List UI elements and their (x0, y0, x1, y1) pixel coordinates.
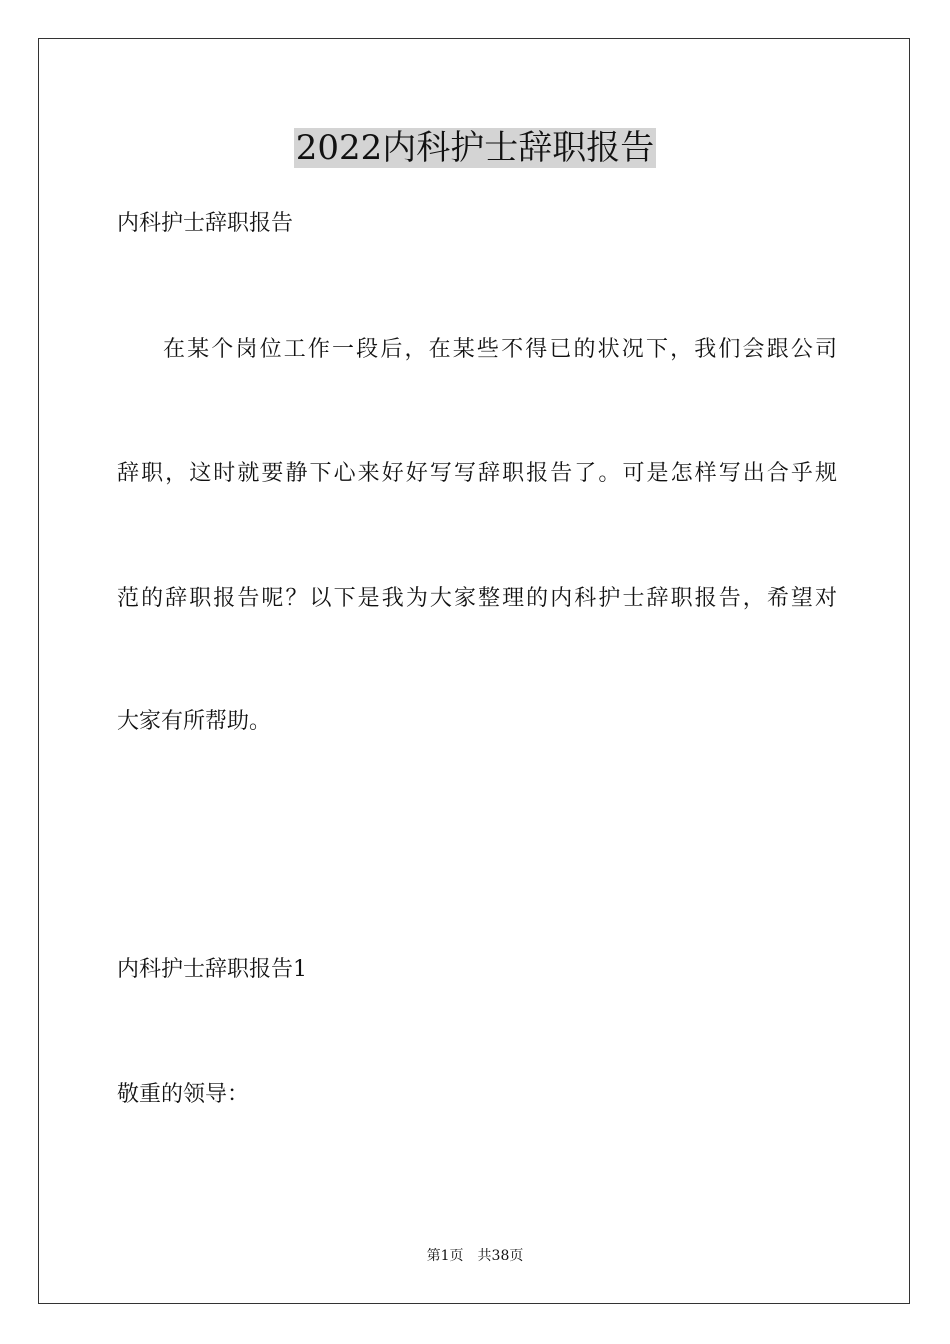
document-subtitle: 内科护士辞职报告 (117, 211, 294, 236)
intro-line-1: 在某个岗位工作一段后，在某些不得已的状况下，我们会跟公司 (163, 337, 837, 362)
document-title-text: 2022内科护士辞职报告 (295, 128, 655, 168)
document-title (0, 126, 950, 170)
section-heading: 内科护士辞职报告1 (117, 957, 307, 982)
page-total: 共38页 (477, 1248, 524, 1264)
intro-line-2: 辞职，这时就要静下心来好好写写辞职报告了。可是怎样写出合乎规 (117, 461, 837, 486)
salutation: 敬重的领导： (117, 1082, 250, 1107)
page-number: 第1页 (426, 1248, 464, 1264)
intro-line-3: 范的辞职报告呢？以下是我为大家整理的内科护士辞职报告，希望对 (117, 586, 837, 611)
intro-line-4: 大家有所帮助。 (117, 709, 272, 734)
page-footer (0, 1246, 950, 1266)
